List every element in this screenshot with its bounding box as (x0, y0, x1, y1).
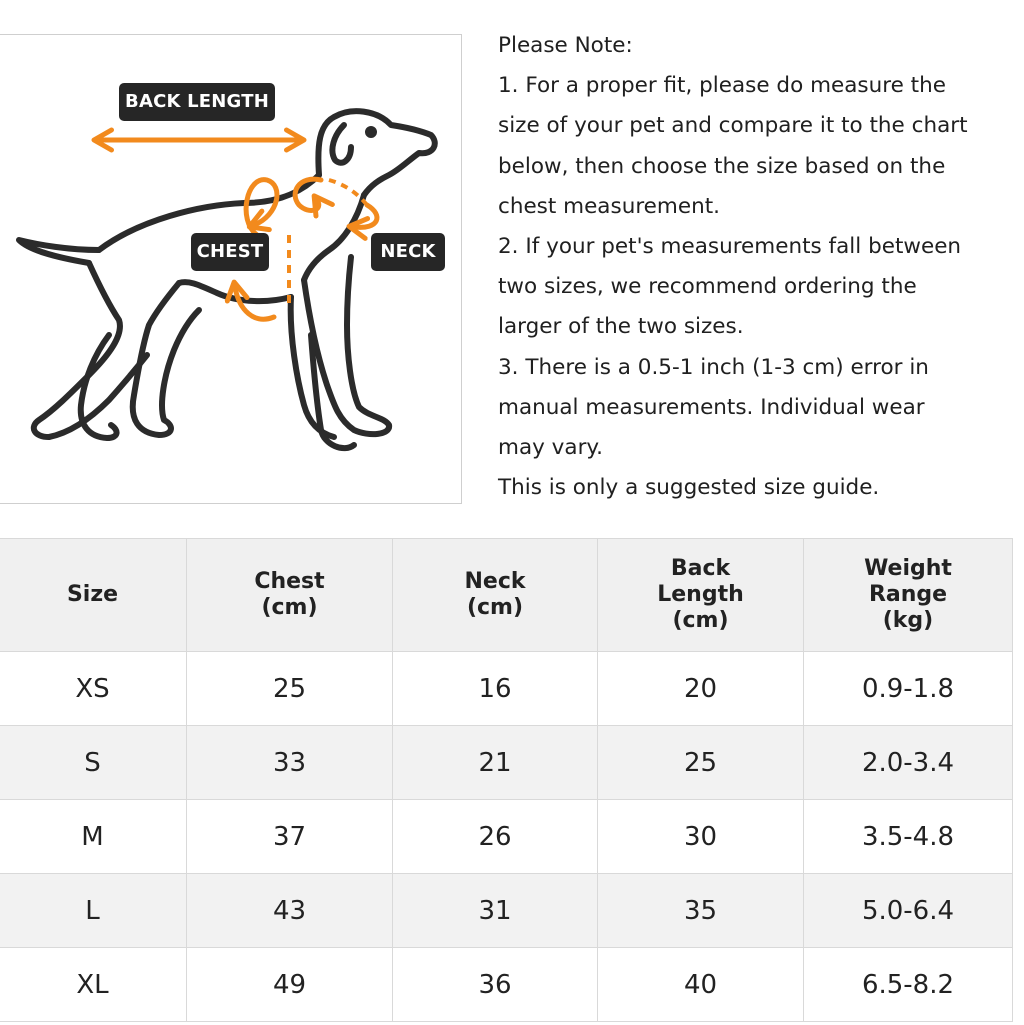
cell-neck: 26 (393, 800, 598, 874)
header-back-length: Back Length (cm) (598, 539, 804, 652)
note-line: two sizes, we recommend ordering the (498, 274, 917, 300)
dog-measurement-diagram (0, 34, 462, 504)
cell-size: L (0, 874, 187, 948)
cell-weight-range: 2.0-3.4 (804, 726, 1013, 800)
cell-chest: 33 (187, 726, 393, 800)
cell-weight-range: 0.9-1.8 (804, 652, 1013, 726)
table-row (0, 726, 1013, 800)
note-line: size of your pet and compare it to the chart (498, 113, 968, 139)
size-chart-table (0, 538, 1013, 1022)
note-line: 2. If your pet's measurements fall between (498, 234, 962, 260)
note-line: 1. For a proper fit, please do measure the (498, 73, 946, 99)
cell-weight-range: 3.5-4.8 (804, 800, 1013, 874)
fit-notes (498, 26, 1020, 508)
note-line: below, then choose the size based on the (498, 153, 946, 179)
cell-weight-range: 6.5-8.2 (804, 948, 1013, 1022)
cell-neck: 36 (393, 948, 598, 1022)
cell-back-length: 20 (598, 652, 804, 726)
cell-chest: 25 (187, 652, 393, 726)
header-size: Size (0, 539, 187, 652)
note-line: Please Note: (498, 33, 633, 58)
note-line: manual measurements. Individual wear (498, 394, 925, 420)
neck-tag: NECK (371, 233, 445, 271)
note-line: chest measurement. (498, 193, 720, 219)
table-row (0, 652, 1013, 726)
cell-chest: 49 (187, 948, 393, 1022)
header-weight-range: Weight Range (kg) (804, 539, 1013, 652)
note-line: 3. There is a 0.5-1 inch (1-3 cm) error in (498, 354, 929, 380)
cell-neck: 31 (393, 874, 598, 948)
cell-back-length: 30 (598, 800, 804, 874)
cell-size: M (0, 800, 187, 874)
table-header-row (0, 539, 1013, 652)
neck-dashed-line (329, 180, 367, 205)
cell-size: S (0, 726, 187, 800)
note-line: may vary. (498, 435, 603, 461)
cell-neck: 16 (393, 652, 598, 726)
back-length-tag: BACK LENGTH (119, 83, 275, 121)
cell-size: XL (0, 948, 187, 1022)
chest-loop-arrow (246, 180, 277, 235)
table-row (0, 874, 1013, 948)
cell-chest: 43 (187, 874, 393, 948)
chest-tag: CHEST (191, 233, 269, 271)
cell-back-length: 35 (598, 874, 804, 948)
table-row (0, 800, 1013, 874)
note-line: This is only a suggested size guide. (498, 475, 880, 501)
table-row (0, 948, 1013, 1022)
cell-back-length: 25 (598, 726, 804, 800)
cell-chest: 37 (187, 800, 393, 874)
cell-neck: 21 (393, 726, 598, 800)
note-line: larger of the two sizes. (498, 314, 744, 340)
header-neck: Neck (cm) (393, 539, 598, 652)
cell-back-length: 40 (598, 948, 804, 1022)
header-chest: Chest (cm) (187, 539, 393, 652)
cell-weight-range: 5.0-6.4 (804, 874, 1013, 948)
dog-outline (19, 111, 435, 448)
cell-size: XS (0, 652, 187, 726)
